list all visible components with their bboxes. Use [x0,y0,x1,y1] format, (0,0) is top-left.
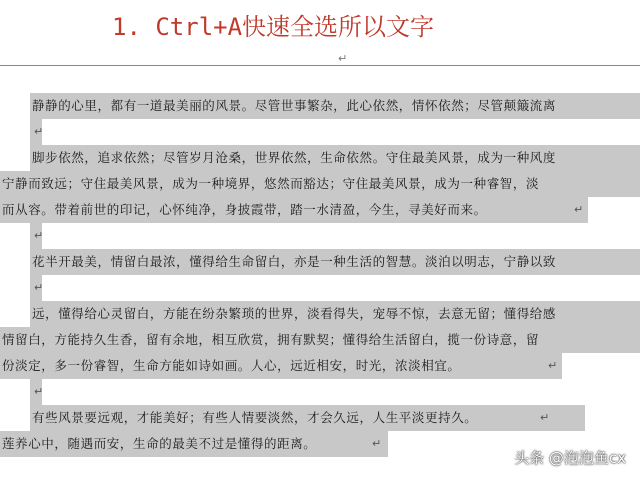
paragraph-mark-icon: ↵ [372,437,382,450]
paragraph-mark-icon: ↵ [574,203,584,216]
paragraph-mark-icon: ↵ [34,125,44,138]
text-line[interactable]: 而从容。带着前世的印记，心怀纯净，身披霞带，踏一水清盈，今生，寻美好而来。 [2,202,487,217]
text-line[interactable]: 有些风景要远观，才能美好；有些人情要淡然，才会久远，人生平淡更持久。 [32,410,478,425]
paragraph-mark-icon: ↵ [548,359,558,372]
text-line[interactable]: 莲养心中，随遇而安，生命的最美不过是懂得的距离。 [2,436,317,451]
watermark: 头条 @泡泡鱼cx [514,449,626,467]
text-line[interactable]: 情留白，方能持久生香，留有余地，相互欣赏，拥有默契；懂得给生活留白，揽一份诗意，留 [2,332,540,347]
text-line[interactable]: 远，懂得给心灵留白，方能在纷杂繁琐的世界，淡看得失，宠辱不惊，去意无留；懂得给感 [32,306,557,321]
text-line[interactable]: 花半开最美，情留白最浓，懂得给生命留白，亦是一种生活的智慧。淡泊以明志，宁静以致 [32,254,557,269]
paragraph-mark-icon: ↵ [34,281,44,294]
text-line[interactable]: 宁静而致远；守住最美风景，成为一种境界，悠然而豁达；守住最美风景，成为一种睿智，淡 [2,176,540,191]
paragraph-mark-icon: ↵ [34,229,44,242]
text-line[interactable]: 脚步依然，追求依然；尽管岁月沧桑，世界依然，生命依然。守住最美风景，成为一种风度 [32,150,557,165]
paragraph-mark-icon: ↵ [338,52,348,65]
paragraph-mark-icon: ↵ [540,411,550,424]
text-line[interactable]: 静静的心里，都有一道最美丽的风景。尽管世事繁杂，此心依然，情怀依然；尽管颠簸流离 [32,98,557,113]
heading-title: 1. Ctrl+A快速全选所以文字 [112,13,435,41]
paragraph-mark-icon: ↵ [34,385,44,398]
text-line[interactable]: 份淡定，多一份睿智，生命方能如诗如画。人心，远近相安，时光，浓淡相宜。 [2,358,461,373]
